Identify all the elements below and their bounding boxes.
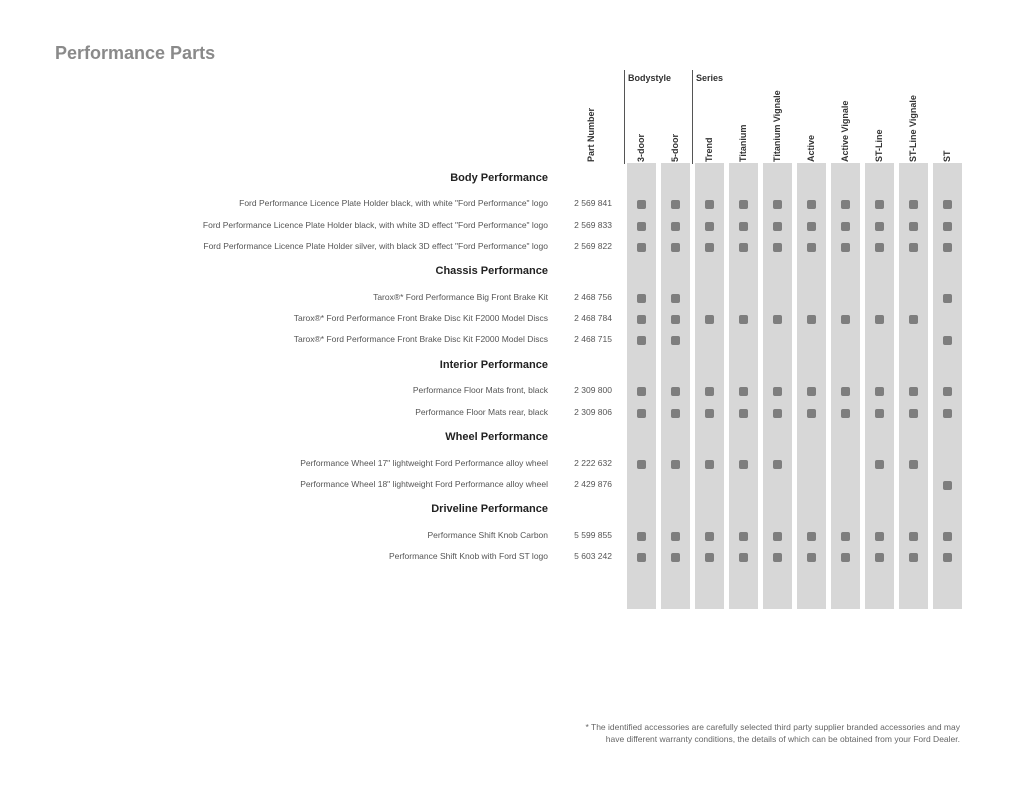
part-description: Tarox®* Ford Performance Front Brake Disc Kit F2000 Model Discs (293, 313, 548, 323)
availability-marker (807, 553, 816, 562)
availability-marker (807, 222, 816, 231)
availability-marker (705, 200, 714, 209)
section-title: Wheel Performance (445, 431, 548, 443)
availability-marker (671, 387, 680, 396)
availability-marker (875, 460, 884, 469)
availability-marker (773, 200, 782, 209)
availability-marker (773, 553, 782, 562)
availability-marker (705, 553, 714, 562)
column-header-10: ST (942, 150, 953, 162)
availability-marker (739, 532, 748, 541)
part-description: Tarox®* Ford Performance Big Front Brake Kit (373, 292, 548, 302)
availability-marker (875, 315, 884, 324)
availability-marker (841, 243, 850, 252)
availability-marker (943, 553, 952, 562)
availability-marker (875, 409, 884, 418)
availability-marker (875, 200, 884, 209)
availability-marker (875, 532, 884, 541)
page-title: Performance Parts (55, 43, 216, 63)
availability-marker (705, 409, 714, 418)
footnote-line-2: have different warranty conditions, the details of which can be obtained from your Ford Dealer. (605, 733, 960, 744)
part-description: Ford Performance Licence Plate Holder black, with white "Ford Performance" logo (239, 198, 548, 208)
availability-marker (943, 243, 952, 252)
availability-marker (909, 532, 918, 541)
availability-marker (773, 387, 782, 396)
availability-marker (943, 409, 952, 418)
availability-marker (807, 200, 816, 209)
availability-marker (909, 315, 918, 324)
availability-marker (841, 222, 850, 231)
availability-marker (773, 222, 782, 231)
availability-marker (671, 460, 680, 469)
column-header-9: ST-Line Vignale (908, 95, 919, 162)
availability-marker (637, 294, 646, 303)
availability-marker (943, 200, 952, 209)
availability-marker (739, 243, 748, 252)
series-divider (692, 70, 693, 164)
column-header-4: Titanium (738, 124, 749, 162)
part-description: Performance Shift Knob with Ford ST logo (388, 551, 548, 561)
section-title: Chassis Performance (435, 265, 548, 277)
availability-marker (739, 409, 748, 418)
availability-marker (705, 315, 714, 324)
availability-marker (739, 387, 748, 396)
availability-marker (909, 243, 918, 252)
availability-marker (943, 222, 952, 231)
part-number: 2 429 876 (574, 479, 612, 489)
part-number: 2 569 833 (574, 220, 612, 230)
availability-marker (671, 243, 680, 252)
availability-marker (909, 222, 918, 231)
availability-marker (841, 387, 850, 396)
availability-marker (943, 336, 952, 345)
availability-marker (705, 387, 714, 396)
bodystyle-divider (624, 70, 625, 164)
availability-marker (909, 200, 918, 209)
availability-marker (807, 409, 816, 418)
column-header-2: 5-door (670, 134, 681, 162)
availability-marker (705, 532, 714, 541)
availability-marker (671, 315, 680, 324)
availability-marker (637, 532, 646, 541)
availability-marker (637, 336, 646, 345)
availability-marker (739, 222, 748, 231)
part-description: Performance Wheel 17" lightweight Ford Performance alloy wheel (300, 458, 548, 468)
part-description: Performance Shift Knob Carbon (427, 530, 548, 540)
availability-marker (943, 532, 952, 541)
availability-marker (909, 409, 918, 418)
part-description: Ford Performance Licence Plate Holder silver, with black 3D effect "Ford Performance" logo (203, 241, 548, 251)
availability-marker (739, 200, 748, 209)
availability-marker (841, 315, 850, 324)
part-number: 2 309 800 (574, 385, 612, 395)
availability-marker (909, 553, 918, 562)
column-header-3: Trend (704, 137, 715, 162)
footnote (585, 722, 960, 746)
part-description: Performance Wheel 18" lightweight Ford Performance alloy wheel (300, 479, 548, 489)
availability-marker (909, 387, 918, 396)
series-group-label: Series (696, 73, 724, 83)
availability-marker (671, 532, 680, 541)
availability-marker (773, 243, 782, 252)
availability-marker (943, 387, 952, 396)
availability-marker (705, 243, 714, 252)
column-header-5: Titanium Vignale (772, 90, 783, 162)
part-number: 2 569 841 (574, 198, 612, 208)
availability-marker (807, 387, 816, 396)
availability-marker (807, 243, 816, 252)
availability-marker (943, 294, 952, 303)
part-number: 5 603 242 (574, 551, 612, 561)
part-description: Ford Performance Licence Plate Holder black, with white 3D effect "Ford Performance" logo (202, 220, 548, 230)
part-number: 5 599 855 (574, 530, 612, 540)
availability-marker (637, 222, 646, 231)
availability-marker (807, 532, 816, 541)
part-number-header: Part Number (586, 107, 597, 162)
availability-marker (637, 200, 646, 209)
availability-marker (875, 222, 884, 231)
column-header-7: Active Vignale (840, 100, 851, 162)
availability-marker (773, 409, 782, 418)
part-description: Performance Floor Mats front, black (412, 385, 548, 395)
column-header-8: ST-Line (874, 129, 885, 162)
availability-marker (875, 553, 884, 562)
availability-marker (637, 460, 646, 469)
availability-marker (637, 243, 646, 252)
availability-marker (637, 315, 646, 324)
availability-marker (943, 481, 952, 490)
availability-marker (671, 409, 680, 418)
availability-marker (637, 553, 646, 562)
availability-marker (671, 222, 680, 231)
availability-marker (739, 460, 748, 469)
availability-marker (671, 553, 680, 562)
part-number: 2 468 715 (574, 334, 612, 344)
part-description: Performance Floor Mats rear, black (415, 407, 548, 417)
part-number: 2 309 806 (574, 407, 612, 417)
availability-marker (875, 387, 884, 396)
part-number: 2 468 784 (574, 313, 612, 323)
availability-marker (841, 409, 850, 418)
availability-marker (671, 200, 680, 209)
part-description: Tarox®* Ford Performance Front Brake Disc Kit F2000 Model Discs (293, 334, 548, 344)
section-title: Interior Performance (439, 359, 548, 371)
availability-marker (773, 315, 782, 324)
availability-marker (637, 409, 646, 418)
availability-marker (807, 315, 816, 324)
part-number: 2 468 756 (574, 292, 612, 302)
column-header-1: 3-door (636, 134, 647, 162)
availability-marker (841, 200, 850, 209)
availability-marker (671, 294, 680, 303)
availability-marker (841, 553, 850, 562)
part-number: 2 569 822 (574, 241, 612, 251)
availability-marker (739, 315, 748, 324)
availability-marker (773, 532, 782, 541)
availability-marker (841, 532, 850, 541)
availability-marker (705, 460, 714, 469)
availability-marker (909, 460, 918, 469)
section-title: Body Performance (450, 172, 548, 184)
part-number: 2 222 632 (574, 458, 612, 468)
availability-marker (671, 336, 680, 345)
column-header-6: Active (806, 134, 817, 162)
availability-marker (773, 460, 782, 469)
availability-marker (637, 387, 646, 396)
availability-marker (705, 222, 714, 231)
bodystyle-group-label: Bodystyle (628, 73, 672, 83)
section-title: Driveline Performance (431, 503, 548, 515)
availability-marker (739, 553, 748, 562)
availability-marker (875, 243, 884, 252)
footnote-line-1: * The identified accessories are carefully selected third party supplier branded accessories and may (585, 722, 960, 732)
